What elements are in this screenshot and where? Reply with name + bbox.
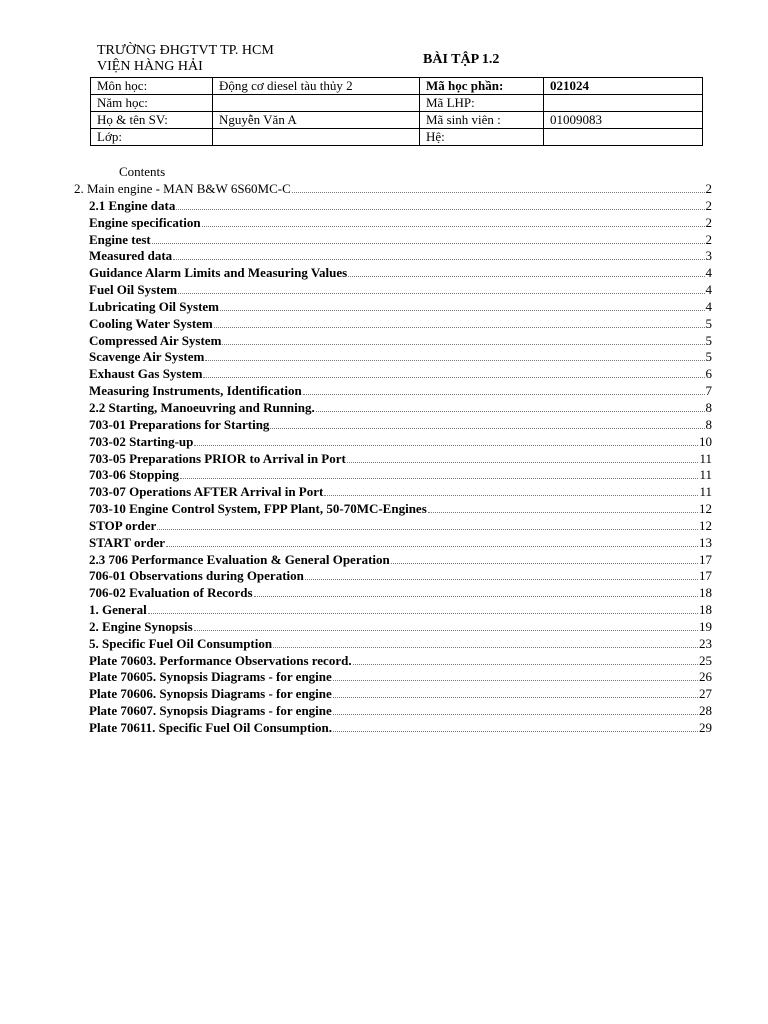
school-name: TRƯỜNG ĐHGTVT TP. HCM (97, 43, 274, 58)
toc-entry-page: 29 (699, 720, 712, 735)
toc-entry-page: 2 (705, 197, 712, 213)
toc-entry[interactable] (74, 552, 712, 569)
toc-dot-leader (270, 417, 704, 429)
toc-entry-page: 28 (699, 703, 712, 719)
toc-entry-page: 4 (705, 282, 712, 298)
toc-entry[interactable] (74, 619, 712, 636)
toc-entry[interactable] (74, 686, 712, 703)
toc-entry-page: 10 (699, 433, 712, 449)
toc-entry-page: 18 (699, 585, 712, 601)
toc-entry[interactable] (74, 434, 712, 451)
toc-entry[interactable] (74, 451, 712, 468)
info-label-cell: Môn học: (91, 78, 213, 95)
toc-dot-leader (348, 265, 704, 277)
toc-entry-page: 5 (705, 315, 712, 331)
toc-entry[interactable] (74, 585, 712, 602)
info-label-cell: Họ & tên SV: (91, 112, 213, 129)
info-value-cell: 021024 (544, 78, 703, 95)
toc-dot-leader (148, 602, 698, 614)
info-label-cell: Lớp: (91, 129, 213, 146)
toc-entry-page: 8 (705, 399, 712, 415)
toc-entry-page: 19 (699, 618, 712, 634)
toc-entry-page: 27 (699, 686, 712, 702)
toc-entry-page: 12 (699, 517, 712, 533)
toc-dot-leader (157, 518, 698, 530)
toc-entry-label: 2.1 Engine data (89, 197, 176, 213)
toc-dot-leader (173, 248, 704, 260)
assignment-title: BÀI TẬP 1.2 (423, 52, 500, 67)
toc-entry[interactable] (74, 400, 712, 417)
info-row (91, 95, 703, 112)
toc-entry-label: 703-06 Stopping (89, 467, 179, 483)
toc-dot-leader (203, 366, 704, 378)
toc-dot-leader (194, 619, 698, 631)
info-value-cell: 01009083 (544, 112, 703, 129)
toc-entry[interactable] (74, 198, 712, 215)
toc-entry-label: 706-02 Evaluation of Records (89, 585, 253, 601)
toc-entry-page: 25 (699, 652, 712, 668)
toc-entry-label: 5. Specific Fuel Oil Consumption (89, 635, 273, 651)
info-label-cell: Mã LHP: (420, 95, 544, 112)
toc-dot-leader (428, 501, 698, 513)
toc-entry-label: Plate 70606. Synopsis Diagrams - for engine (89, 686, 332, 702)
toc-dot-leader (273, 636, 698, 648)
toc-entry-label: 706-01 Observations during Operation (89, 568, 304, 584)
toc-entry-label: 703-07 Operations AFTER Arrival in Port (89, 484, 324, 500)
toc-entry-page: 11 (699, 450, 712, 466)
toc-entry[interactable] (74, 282, 712, 299)
toc-entry[interactable] (74, 349, 712, 366)
table-of-contents (74, 181, 712, 737)
toc-dot-leader (222, 333, 704, 345)
toc-entry-label: Exhaust Gas System (89, 366, 203, 382)
toc-entry[interactable] (74, 383, 712, 400)
toc-dot-leader (202, 215, 705, 227)
toc-entry-page: 12 (699, 501, 712, 517)
info-value-cell (213, 129, 420, 146)
toc-entry-page: 2 (705, 231, 712, 247)
toc-entry-label: Plate 70605. Synopsis Diagrams - for engine (89, 669, 332, 685)
toc-dot-leader (316, 400, 705, 412)
toc-entry-label: Plate 70611. Specific Fuel Oil Consumption. (89, 720, 333, 735)
toc-entry-page: 2 (705, 181, 712, 196)
toc-entry-label: 703-10 Engine Control System, FPP Plant, 50-70MC-Engines (89, 501, 427, 517)
toc-dot-leader (347, 451, 699, 463)
info-value-cell (213, 95, 420, 112)
toc-entry-label: Measuring Instruments, Identification (89, 383, 302, 399)
contents-heading: Contents (119, 164, 166, 179)
info-table (90, 77, 703, 146)
toc-entry[interactable] (74, 181, 712, 198)
toc-entry-label: 2. Engine Synopsis (89, 618, 193, 634)
toc-entry-label: 2. Main engine - MAN B&W 6S60MC-C (74, 181, 291, 196)
toc-dot-leader (333, 669, 698, 681)
info-label-cell: Mã học phần: (420, 78, 544, 95)
toc-entry[interactable] (74, 669, 712, 686)
toc-entry[interactable] (74, 265, 712, 282)
toc-dot-leader (180, 467, 699, 479)
toc-entry-label: 2.3 706 Performance Evaluation & General Operation (89, 551, 390, 567)
toc-entry-label: Cooling Water System (89, 315, 213, 331)
toc-entry-page: 7 (705, 383, 712, 399)
toc-entry[interactable] (74, 215, 712, 232)
toc-dot-leader (333, 703, 698, 715)
toc-entry[interactable] (74, 333, 712, 350)
toc-entry-page: 26 (699, 669, 712, 685)
toc-dot-leader (166, 535, 698, 547)
info-row (91, 129, 703, 146)
info-value-cell (544, 95, 703, 112)
info-value-cell: Nguyễn Văn A (213, 112, 420, 129)
institute-name: VIỆN HÀNG HẢI (97, 59, 203, 74)
toc-entry[interactable] (74, 417, 712, 434)
info-label-cell: Mã sinh viên : (420, 112, 544, 129)
toc-entry-label: STOP order (89, 517, 157, 533)
info-label-cell: Năm học: (91, 95, 213, 112)
toc-entry[interactable] (74, 501, 712, 518)
toc-entry[interactable] (74, 720, 712, 737)
toc-entry-label: Lubricating Oil System (89, 298, 220, 314)
toc-dot-leader (305, 568, 698, 580)
toc-entry-label: Engine test (89, 231, 151, 247)
toc-entry-label: Engine specification (89, 214, 201, 230)
toc-entry-page: 17 (699, 551, 712, 567)
info-value-cell (544, 129, 703, 146)
toc-entry-label: START order (89, 534, 165, 550)
toc-dot-leader (220, 299, 704, 311)
toc-entry[interactable] (74, 248, 712, 265)
toc-dot-leader (205, 349, 704, 361)
toc-entry-label: 1. General (89, 602, 147, 618)
info-label-cell: Hệ: (420, 129, 544, 146)
toc-entry-page: 5 (705, 332, 712, 348)
toc-dot-leader (303, 383, 705, 395)
toc-dot-leader (176, 198, 704, 210)
toc-entry-page: 17 (699, 568, 712, 584)
toc-dot-leader (333, 686, 698, 698)
toc-entry[interactable] (74, 602, 712, 619)
toc-dot-leader (254, 585, 698, 597)
info-row (91, 112, 703, 129)
info-row (91, 78, 703, 95)
toc-entry-label: 2.2 Starting, Manoeuvring and Running. (89, 399, 315, 415)
toc-entry[interactable] (74, 636, 712, 653)
toc-entry-label: 703-01 Preparations for Starting (89, 416, 270, 432)
toc-dot-leader (333, 720, 698, 732)
toc-dot-leader (214, 316, 705, 328)
toc-entry[interactable] (74, 653, 712, 670)
toc-entry[interactable] (74, 518, 712, 535)
toc-entry-page: 8 (705, 416, 712, 432)
toc-entry[interactable] (74, 535, 712, 552)
toc-dot-leader (353, 653, 698, 665)
toc-entry[interactable] (74, 232, 712, 249)
toc-entry-page: 11 (699, 484, 712, 500)
toc-entry[interactable] (74, 467, 712, 484)
toc-entry-label: 703-02 Starting-up (89, 433, 194, 449)
toc-entry-page: 5 (705, 349, 712, 365)
toc-entry-label: Fuel Oil System (89, 282, 178, 298)
toc-dot-leader (391, 552, 698, 564)
toc-entry[interactable] (74, 568, 712, 585)
toc-entry-page: 3 (705, 248, 712, 264)
toc-entry[interactable] (74, 366, 712, 383)
toc-entry-label: Measured data (89, 248, 173, 264)
toc-entry-label: Compressed Air System (89, 332, 222, 348)
toc-dot-leader (324, 484, 698, 496)
toc-entry-page: 11 (699, 467, 712, 483)
toc-dot-leader (152, 232, 705, 244)
toc-entry-label: Scavenge Air System (89, 349, 205, 365)
toc-entry-label: Guidance Alarm Limits and Measuring Values (89, 265, 348, 281)
toc-entry[interactable] (74, 299, 712, 316)
toc-entry-page: 23 (699, 635, 712, 651)
toc-entry-label: 703-05 Preparations PRIOR to Arrival in Port (89, 450, 346, 466)
toc-entry-page: 18 (699, 602, 712, 618)
toc-dot-leader (178, 282, 704, 294)
toc-dot-leader (194, 434, 698, 446)
toc-entry[interactable] (74, 484, 712, 501)
toc-entry-label: Plate 70607. Synopsis Diagrams - for engine (89, 703, 332, 719)
toc-dot-leader (292, 181, 705, 193)
school-header (97, 43, 274, 75)
toc-entry-page: 6 (705, 366, 712, 382)
toc-entry[interactable] (74, 703, 712, 720)
toc-entry-page: 4 (705, 265, 712, 281)
toc-entry[interactable] (74, 316, 712, 333)
toc-entry-page: 2 (705, 214, 712, 230)
toc-entry-page: 4 (705, 298, 712, 314)
info-value-cell: Động cơ diesel tàu thủy 2 (213, 78, 420, 95)
toc-entry-page: 13 (699, 534, 712, 550)
toc-entry-label: Plate 70603. Performance Observations record. (89, 652, 352, 668)
